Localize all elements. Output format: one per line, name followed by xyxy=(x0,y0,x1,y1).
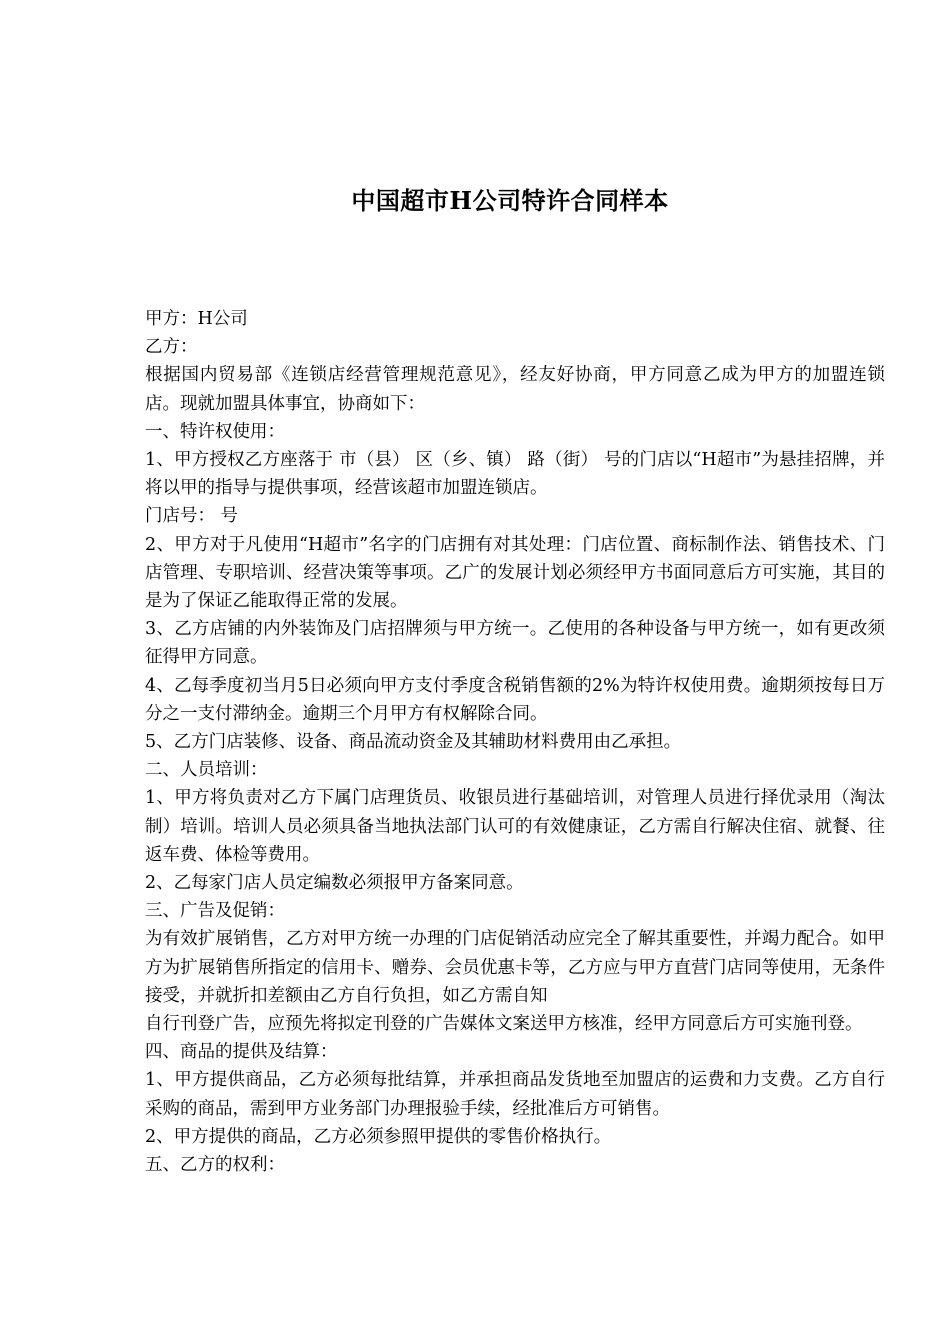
clause-4-2: 2、甲方提供的商品，乙方必须参照甲提供的零售价格执行。 xyxy=(145,1126,612,1147)
section-heading-training: 二、人员培训： xyxy=(145,760,268,781)
clause-3-continued: 自行刊登广告，应预先将拟定刊登的广告媒体文案送甲方核准，经甲方同意后方可实施刊登。 xyxy=(145,1014,863,1035)
preamble-paragraph: 根据国内贸易部《连锁店经营管理规范意见》，经友好协商，甲方同意乙成为甲方的加盟连锁店。现就加盟具体事宜，协商如下： xyxy=(145,365,885,414)
document-title: 中国超市H公司特许合同样本 xyxy=(351,186,669,215)
clause-4-1: 1、甲方提供商品，乙方必须每批结算，并承担商品发货地至加盟店的运费和力支费。乙方自行采购的商品，需到甲方业务部门办理报验手续，经批准后方可销售。 xyxy=(145,1070,885,1119)
store-number-line: 门店号： 号 xyxy=(145,506,239,527)
clause-1-1: 1、甲方授权乙方座落于 市（县） 区（乡、镇） 路（街） 号的门店以“H超市”为悬挂招牌，并将以甲的指导与提供事项，经营该超市加盟连锁店。 xyxy=(145,450,885,499)
section-heading-party-b-rights: 五、乙方的权利： xyxy=(145,1155,285,1176)
clause-1-4: 4、乙每季度初当月5日必须向甲方支付季度含税销售额的2%为特许权使用费。逾期须按每日万分之一支付滞纳金。逾期三个月甲方有权解除合同。 xyxy=(145,675,885,724)
party-a-line: 甲方：H公司 xyxy=(145,309,248,329)
document-body xyxy=(145,305,885,1179)
clause-2-2: 2、乙每家门店人员定编数必须报甲方备案同意。 xyxy=(145,873,524,894)
clause-3-body: 为有效扩展销售，乙方对甲方统一办理的门店促销活动应完全了解其重要性，并竭力配合。如甲方为扩展销售所指定的信用卡、赠券、会员优惠卡等，乙方应与甲方直营门店同等使用，无条件接受，并就折扣差额由乙方自行负担，如乙方需自知 xyxy=(145,929,885,1006)
party-b-line: 乙方： xyxy=(145,337,198,358)
clause-1-2: 2、甲方对于凡使用“H超市”名字的门店拥有对其处理：门店位置、商标制作法、销售技术、门店管理、专职培训、经营决策等事项。乙广的发展计划必须经甲方书面同意后方可实施，其目的是为了保证乙能取得正常的发展。 xyxy=(145,534,885,612)
section-heading-advertising: 三、广告及促销： xyxy=(145,901,285,922)
clause-2-1: 1、甲方将负责对乙方下属门店理货员、收银员进行基础培训，对管理人员进行择优录用（淘汰制）培训。培训人员必须具备当地执法部门认可的有效健康证，乙方需自行解决住宿、就餐、往返车费、体检等费用。 xyxy=(145,788,885,865)
section-heading-goods-settlement: 四、商品的提供及结算： xyxy=(145,1042,338,1063)
clause-1-5: 5、乙方门店装修、设备、商品流动资金及其辅助材料费用由乙承担。 xyxy=(145,732,682,753)
clause-1-3: 3、乙方店铺的内外装饰及门店招牌须与甲方统一。乙使用的各种设备与甲方统一，如有更改须征得甲方同意。 xyxy=(145,619,885,668)
section-heading-franchise-rights: 一、特许权使用： xyxy=(145,421,285,442)
